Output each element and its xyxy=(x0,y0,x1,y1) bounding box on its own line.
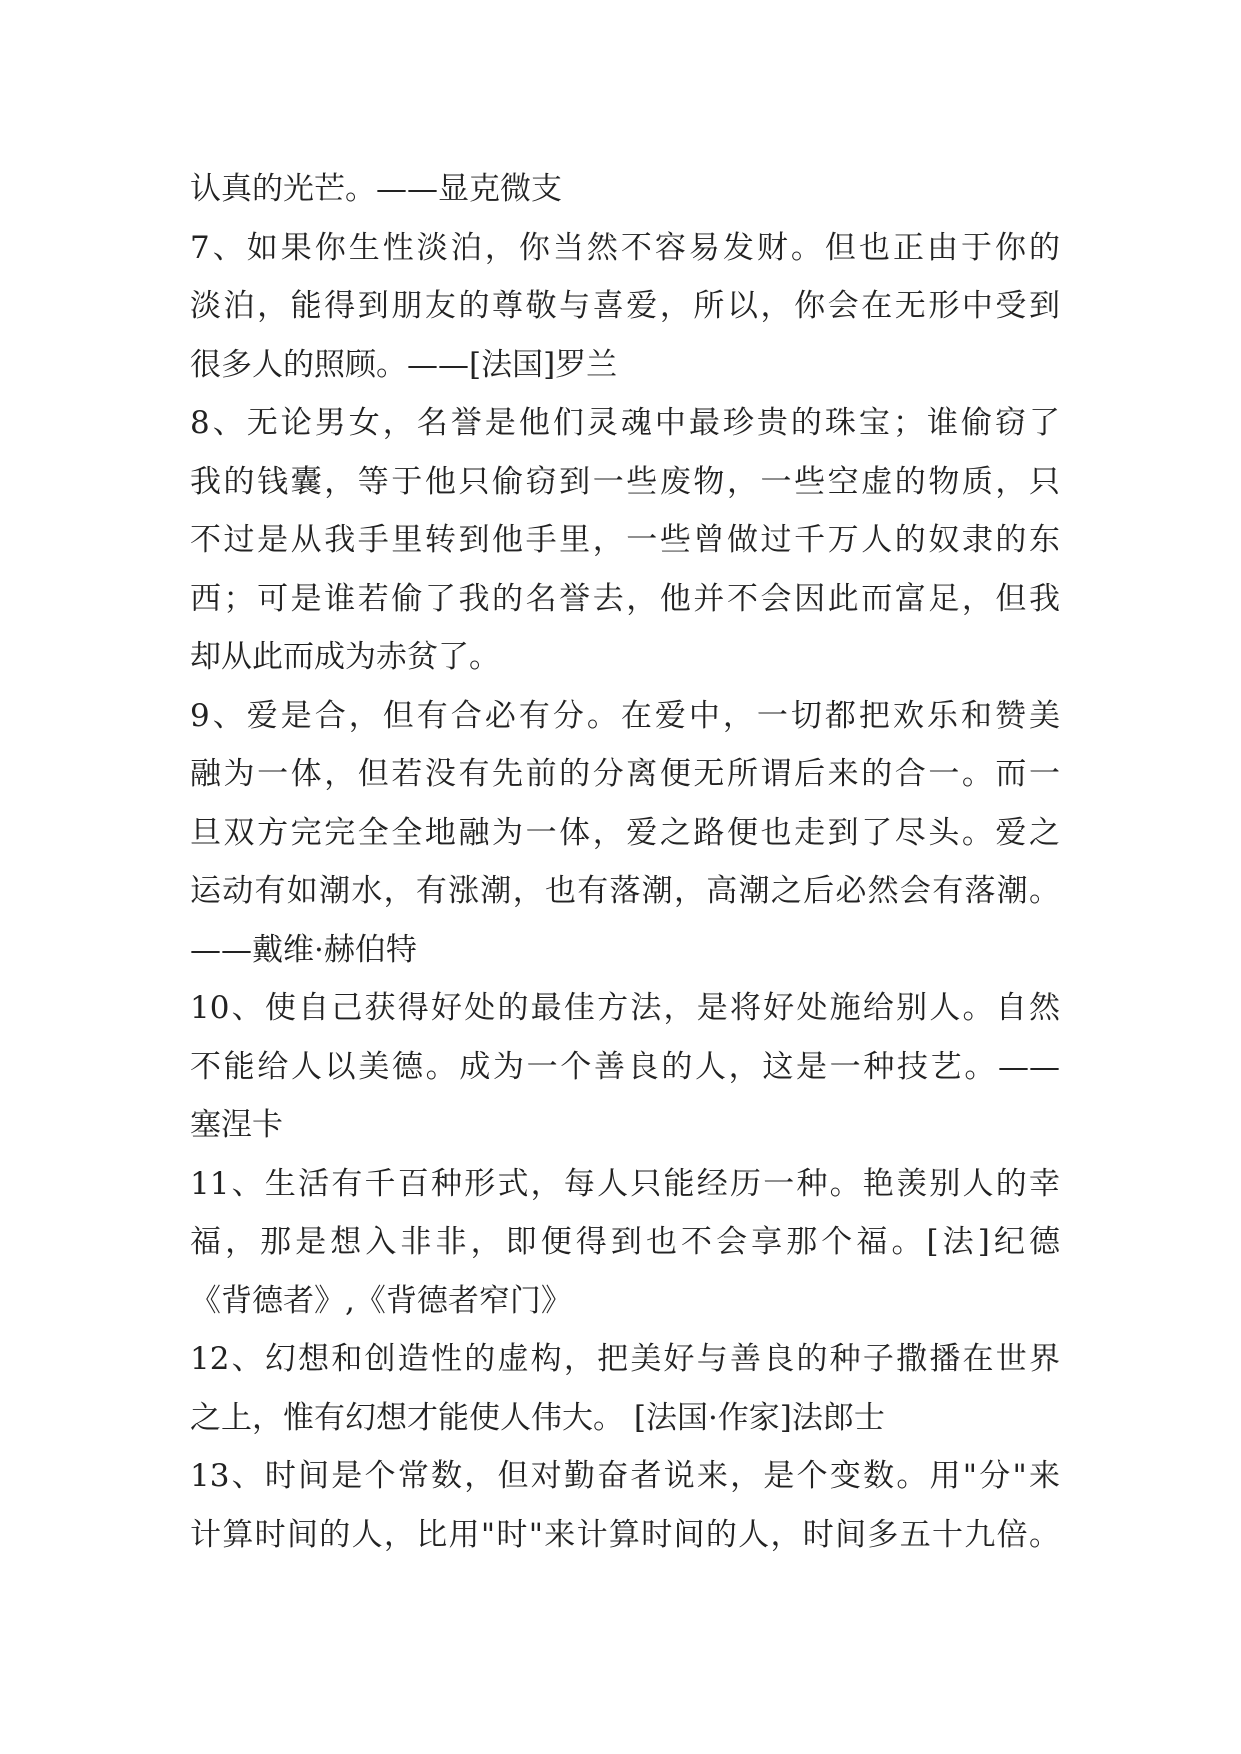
text-line: 9、爱是合，但有合必有分。在爱中，一切都把欢乐和赞美 xyxy=(190,697,1060,734)
text-line: 计算时间的人，比用"时"来计算时间的人，时间多五十九倍。 xyxy=(190,1516,1060,1553)
text-line: 塞涅卡 xyxy=(190,1107,283,1143)
text-line: 很多人的照顾。——[法国]罗兰 xyxy=(190,346,618,383)
text-line: ——戴维·赫伯特 xyxy=(190,931,417,968)
text-line: 融为一体，但若没有先前的分离便无所谓后来的合一。而一 xyxy=(190,756,1060,792)
text-line: 10、使自己获得好处的最佳方法，是将好处施给别人。自然 xyxy=(190,990,1060,1026)
text-line: 西；可是谁若偷了我的名誉去，他并不会因此而富足，但我 xyxy=(190,580,1060,617)
text-line: 之上，惟有幻想才能使人伟大。 [法国·作家]法郎士 xyxy=(190,1399,885,1436)
text-line: 福，那是想入非非，即便得到也不会享那个福。[法]纪德 xyxy=(190,1224,1060,1260)
document-body xyxy=(190,160,1060,1564)
text-line: 《背德者》,《背德者窄门》 xyxy=(190,1282,572,1319)
text-line: 淡泊，能得到朋友的尊敬与喜爱，所以，你会在无形中受到 xyxy=(190,288,1060,324)
text-line: 12、幻想和创造性的虚构，把美好与善良的种子撒播在世界 xyxy=(190,1341,1060,1377)
text-line: 不能给人以美德。成为一个善良的人，这是一种技艺。—— xyxy=(190,1048,1060,1085)
text-line: 旦双方完完全全地融为一体，爱之路便也走到了尽头。爱之 xyxy=(190,814,1060,851)
text-line: 我的钱囊，等于他只偷窃到一些废物，一些空虚的物质，只 xyxy=(190,463,1060,500)
text-line: 不过是从我手里转到他手里，一些曾做过千万人的奴隶的东 xyxy=(190,522,1060,558)
text-line: 认真的光芒。——显克微支 xyxy=(190,171,562,207)
text-line: 7、如果你生性淡泊，你当然不容易发财。但也正由于你的 xyxy=(190,229,1060,266)
text-line: 却从此而成为赤贫了。 xyxy=(190,639,500,675)
text-line: 13、时间是个常数，但对勤奋者说来，是个变数。用"分"来 xyxy=(190,1458,1060,1494)
text-line: 运动有如潮水，有涨潮，也有落潮，高潮之后必然会有落潮。 xyxy=(190,873,1060,909)
text-line: 8、无论男女，名誉是他们灵魂中最珍贵的珠宝；谁偷窃了 xyxy=(190,405,1060,441)
text-line: 11、生活有千百种形式，每人只能经历一种。艳羡别人的幸 xyxy=(190,1165,1060,1202)
